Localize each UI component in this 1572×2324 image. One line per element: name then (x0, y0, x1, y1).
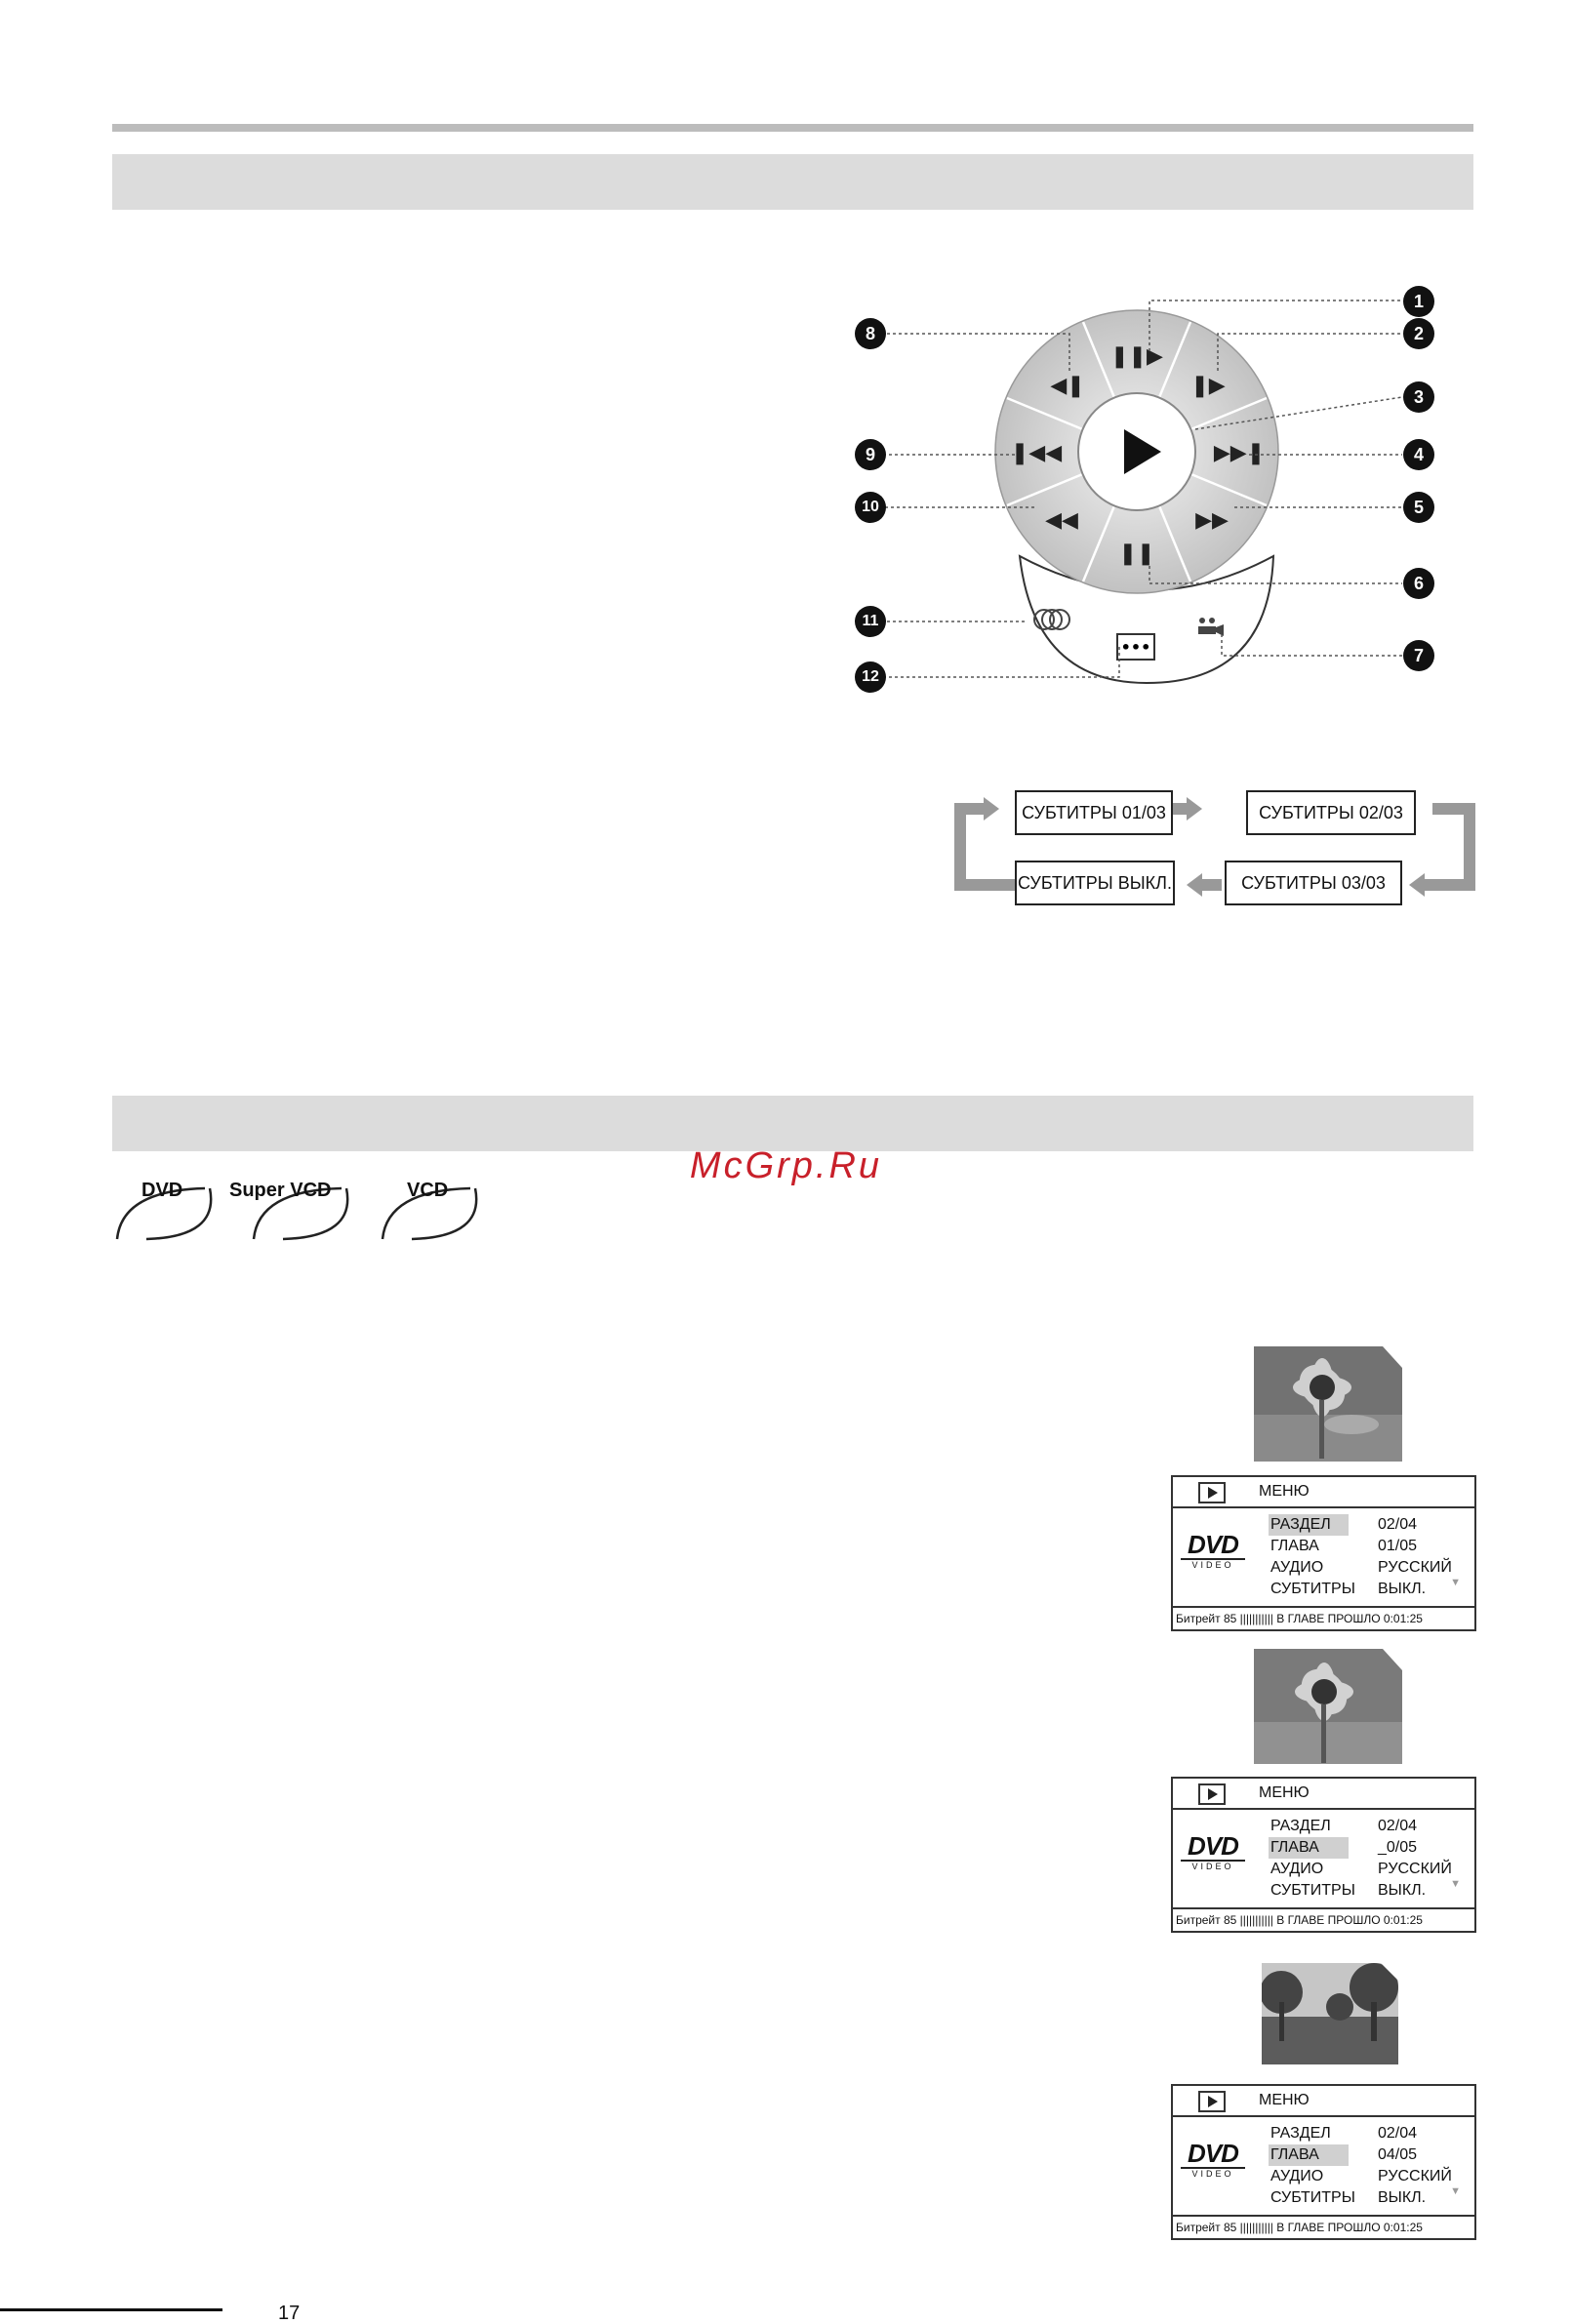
display-dots: ••• (1120, 638, 1151, 657)
osd-val-audio: РУССКИЙ (1378, 2168, 1452, 2184)
dvd-video-logo: DVD VIDEO (1181, 1833, 1245, 1871)
callout-10: 10 (855, 492, 886, 523)
disc-label-svcd: Super VCD (229, 1180, 332, 1201)
photo-flower-2 (1254, 1649, 1402, 1764)
osd-key-section: РАЗДЕЛ (1270, 2125, 1331, 2142)
callout-8: 8 (855, 318, 886, 349)
step-forward-icon: ❚❚▶ (1110, 344, 1163, 369)
play-icon (1198, 2091, 1226, 2112)
osd-val-audio: РУССКИЙ (1378, 1861, 1452, 1877)
disc-label-vcd: VCD (407, 1180, 449, 1201)
page-number: 17 (278, 2303, 301, 2324)
callout-2: 2 (1403, 318, 1434, 349)
photo-trees (1262, 1963, 1398, 2064)
osd-status-bar: Битрейт 85 ||||||||||| В ГЛАВЕ ПРОШЛО 0:01:25 (1176, 2221, 1423, 2234)
subtitle-off-box: СУБТИТРЫ ВЫКЛ. (1015, 861, 1175, 905)
subtitle-03-box: СУБТИТРЫ 03/03 (1225, 861, 1402, 905)
disc-label-dvd: DVD (141, 1180, 183, 1201)
osd-val-section: 02/04 (1378, 2125, 1418, 2142)
previous-icon: ❚◀◀ (1010, 441, 1063, 465)
osd-key-audio: АУДИО (1270, 2168, 1324, 2184)
slow-forward-icon: ❚▶ (1190, 374, 1226, 398)
osd-key-subtitles: СУБТИТРЫ (1270, 2189, 1355, 2206)
callout-5: 5 (1403, 492, 1434, 523)
next-icon: ▶▶❚ (1213, 441, 1266, 465)
osd-key-section: РАЗДЕЛ (1270, 1818, 1331, 1834)
osd-val-section: 02/04 (1378, 1818, 1418, 1834)
osd-val-chapter: 04/05 (1378, 2146, 1418, 2163)
dvd-video-logo: DVD VIDEO (1181, 2141, 1245, 2179)
watermark: McGrp.Ru (689, 1145, 883, 1186)
section-header-band-1 (112, 154, 1473, 210)
callout-7: 7 (1403, 640, 1434, 671)
osd-status-bar: Битрейт 85 ||||||||||| В ГЛАВЕ ПРОШЛО 0:01:25 (1176, 1612, 1423, 1625)
play-icon (1198, 1482, 1226, 1503)
osd-val-subtitles: ВЫКЛ. (1378, 1882, 1427, 1899)
top-rule (112, 124, 1473, 132)
osd-val-section: 02/04 (1378, 1516, 1418, 1533)
callout-3: 3 (1403, 381, 1434, 413)
dvd-video-logo: DVD VIDEO (1181, 1532, 1245, 1570)
osd-val-chapter: 01/05 (1378, 1538, 1418, 1554)
osd-key-section: РАЗДЕЛ (1269, 1514, 1349, 1536)
scroll-down-icon: ▼ (1450, 1878, 1461, 1890)
callout-6: 6 (1403, 568, 1434, 599)
osd-menu-2 (1171, 1777, 1476, 1933)
osd-menu-label: МЕНЮ (1259, 2092, 1310, 2108)
play-icon (1198, 1783, 1226, 1805)
osd-menu-label: МЕНЮ (1259, 1784, 1310, 1801)
scroll-down-icon: ▼ (1450, 2185, 1461, 2197)
osd-val-chapter: _0/05 (1378, 1839, 1418, 1856)
remote-control-diagram (839, 273, 1444, 702)
subtitle-01-box: СУБТИТРЫ 01/03 (1015, 790, 1173, 835)
callout-4: 4 (1403, 439, 1434, 470)
slow-rewind-icon: ◀❚ (1050, 374, 1085, 398)
subtitle-02-box: СУБТИТРЫ 02/03 (1246, 790, 1416, 835)
osd-val-subtitles: ВЫКЛ. (1378, 1581, 1427, 1597)
osd-status-bar: Битрейт 85 ||||||||||| В ГЛАВЕ ПРОШЛО 0:01:25 (1176, 1913, 1423, 1927)
osd-key-chapter: ГЛАВА (1270, 1538, 1319, 1554)
scroll-down-icon: ▼ (1450, 1577, 1461, 1588)
osd-menu-label: МЕНЮ (1259, 1483, 1310, 1500)
osd-menu-1 (1171, 1475, 1476, 1631)
rewind-icon: ◀◀ (1045, 508, 1078, 533)
section-header-band-2 (112, 1096, 1473, 1151)
callout-11: 11 (855, 606, 886, 637)
osd-key-subtitles: СУБТИТРЫ (1270, 1882, 1355, 1899)
osd-key-audio: АУДИО (1270, 1559, 1324, 1576)
callout-9: 9 (855, 439, 886, 470)
pause-icon: ❚❚ (1118, 541, 1155, 566)
osd-val-subtitles: ВЫКЛ. (1378, 2189, 1427, 2206)
photo-flower-1 (1254, 1346, 1402, 1462)
callout-12: 12 (855, 661, 886, 693)
osd-key-subtitles: СУБТИТРЫ (1270, 1581, 1355, 1597)
osd-key-audio: АУДИО (1270, 1861, 1324, 1877)
osd-menu-3 (1171, 2084, 1476, 2240)
fast-forward-icon: ▶▶ (1195, 508, 1229, 533)
osd-val-audio: РУССКИЙ (1378, 1559, 1452, 1576)
footer-rule (0, 2308, 222, 2311)
osd-key-chapter: ГЛАВА (1269, 2144, 1349, 2166)
osd-key-chapter: ГЛАВА (1269, 1837, 1349, 1859)
callout-1: 1 (1403, 286, 1434, 317)
